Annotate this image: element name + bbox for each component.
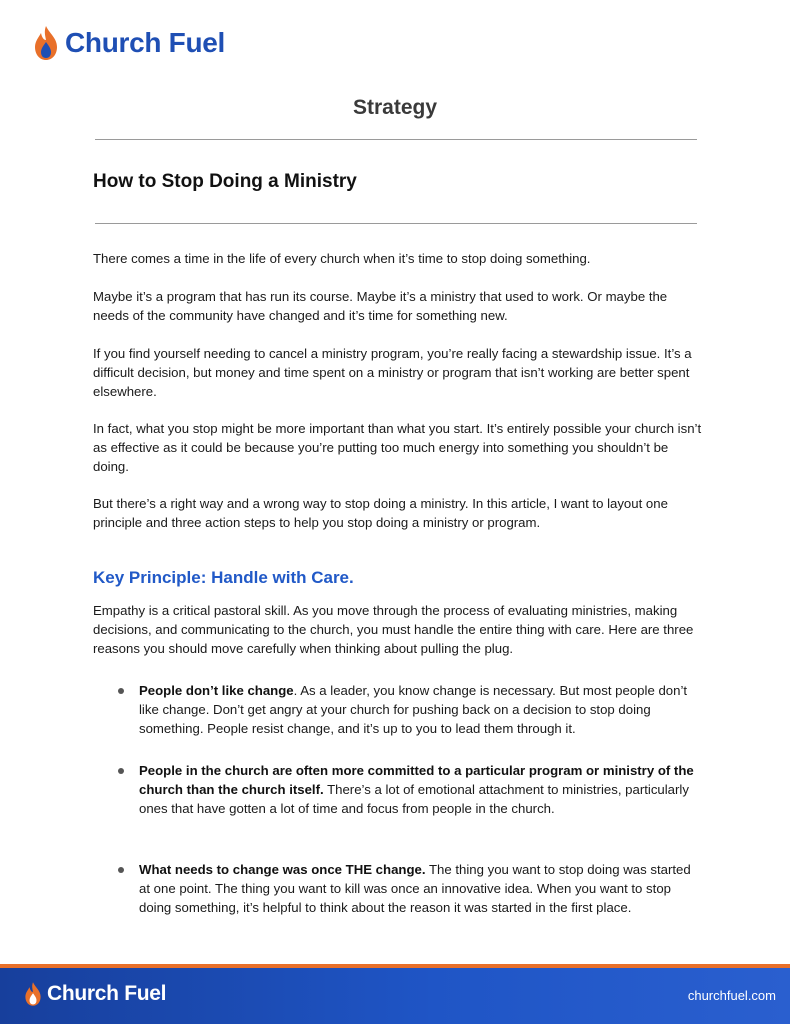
flame-logo-icon [33,25,59,61]
bullet-text: . As a leader, you know change is necessary. But most people don’t like change. Don’t get angry at your church for pushing back on a decision to stop doing something. People resist change, and it’s up to you to lead them through it. [139,683,688,736]
list-item [118,762,704,818]
brand-name: Church Fuel [65,27,226,58]
bullet-list [118,682,704,758]
list-item [118,861,704,917]
divider [95,223,697,224]
bullet-dot-icon [118,688,124,694]
bullet-bold: People don’t like change [139,683,294,698]
footer-brand-name: Church Fuel [47,982,167,1005]
principle-heading: Key Principle: Handle with Care. [93,568,354,587]
bullet-dot-icon [118,867,124,873]
bullet-list [118,861,704,937]
paragraph: But there’s a right way and a wrong way to stop doing a ministry. In this article, I want to layout one principle and three action steps to help you stop doing a ministry or program. [93,496,668,530]
bullet-bold: What needs to change was once THE change. [139,862,426,877]
footer-accent-bar [0,964,790,968]
list-item [118,682,704,738]
paragraph: If you find yourself needing to cancel a ministry program, you’re really facing a stewardship issue. It’s a difficult decision, but money and time spent on a ministry or program that isn’t working are better spent elsewhere. [93,346,692,399]
footer [0,964,790,1024]
footer-logo [24,981,166,1007]
header-logo [33,25,225,61]
bullet-text: The thing you want to stop doing was started at one point. The thing you want to kill was once an innovative idea. When you want to stop doing something, it’s helpful to think about the reason it was started in the first place. [139,862,691,915]
divider [95,139,697,140]
paragraph: Maybe it’s a program that has run its course. Maybe it’s a ministry that used to work. Or maybe the needs of the community have changed and it’s time for something new. [93,289,668,323]
section-title: Strategy [352,96,438,119]
article-title: How to Stop Doing a Ministry [93,171,357,192]
footer-url-link[interactable]: churchfuel.com [687,988,776,1003]
bullet-text: There’s a lot of emotional attachment to ministries, particularly ones that have gotten a lot of time and focus from people in the church. [139,781,689,816]
paragraph: There comes a time in the life of every church when it’s time to stop doing something. [93,251,591,266]
bullet-bold: People in the church are often more committed to a particular program or ministry of the church than the church itself. [139,763,694,797]
bullet-list [118,762,704,838]
paragraph: In fact, what you stop might be more important than what you start. It’s entirely possible your church isn’t as effective as it could be because you’re putting too much energy into something you shouldn’t be doing. [93,421,702,474]
principle-intro: Empathy is a critical pastoral skill. As you move through the process of evaluating ministries, making decisions, and communicating to the church, you must handle the entire thing with care. Here are three reasons you should move carefully when thinking about pulling the plug. [93,603,694,656]
flame-logo-icon [24,981,42,1007]
bullet-dot-icon [118,768,124,774]
